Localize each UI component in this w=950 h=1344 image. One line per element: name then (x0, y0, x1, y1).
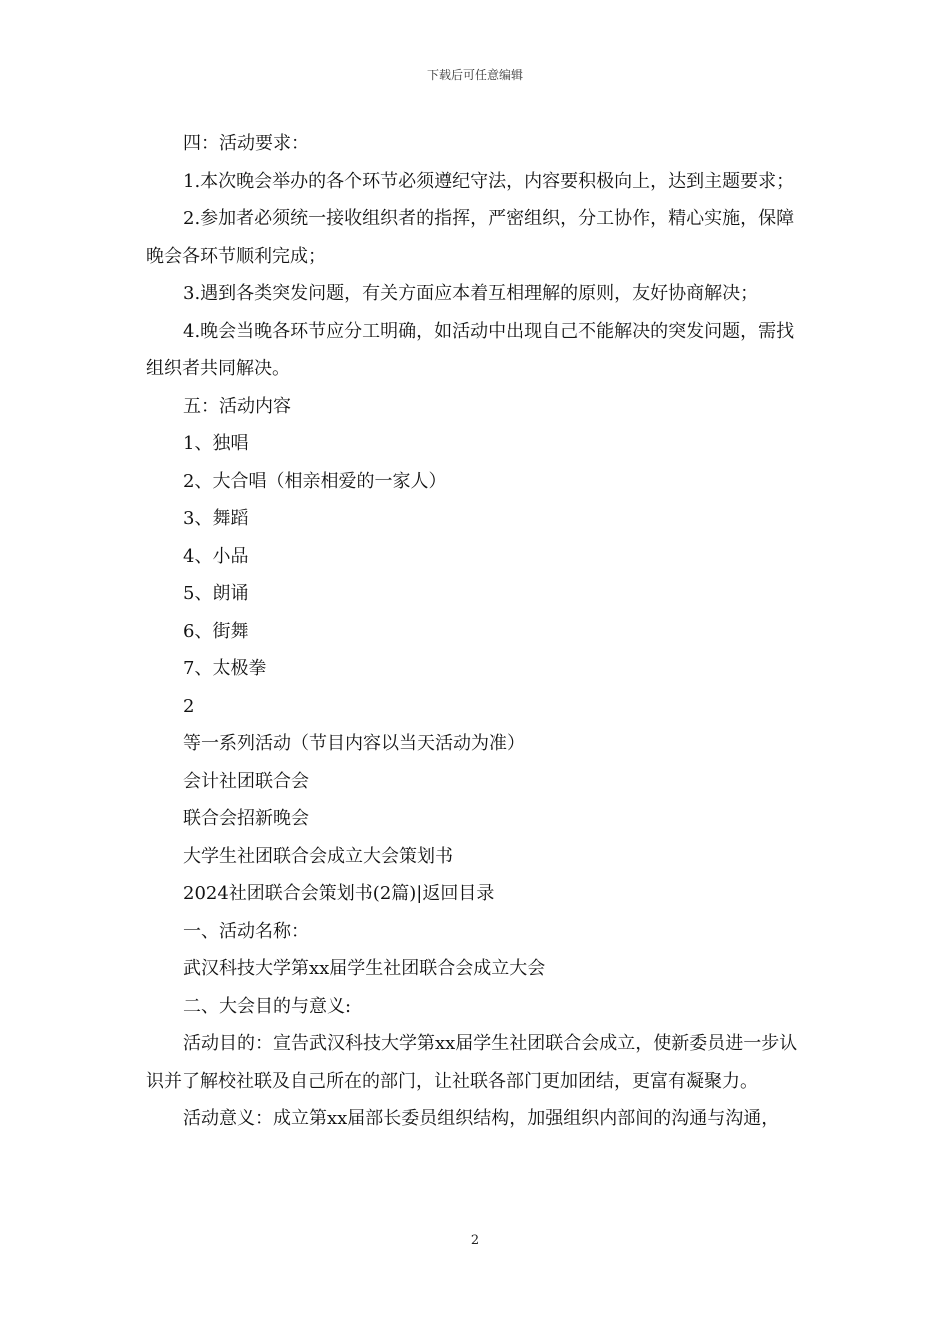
program-list-item: 2、大合唱（相亲相爱的一家人） (183, 470, 447, 492)
text-line: 联合会招新晚会 (183, 808, 309, 829)
requirement-paragraph: 3.遇到各类突发问题，有关方面应本着互相理解的原则，友好协商解决； (183, 283, 759, 304)
program-list-item: 5、朗诵 (183, 583, 249, 604)
section-heading-purpose: 二、大会目的与意义: (183, 995, 352, 1017)
activity-name: 武汉科技大学第xx届学生社团联合会成立大会 (183, 958, 546, 979)
section-heading-name: 一、活动名称： (183, 920, 309, 942)
program-list-item: 3、舞蹈 (183, 508, 249, 529)
requirement-paragraph: 2.参加者必须统一接收组织者的指挥，严密组织，分工协作，精心实施，保障晚会各环节顺利完成； (146, 208, 795, 267)
text-line: 等一系列活动（节目内容以当天活动为准） (183, 733, 525, 754)
header-note: 下载后可任意编辑 (426, 68, 523, 82)
program-list-item: 6、街舞 (183, 620, 249, 642)
text-line: 会计社团联合会 (183, 770, 309, 792)
purpose-paragraph: 活动目的：宣告武汉科技大学第xx届学生社团联合会成立，使新委员进一步认识并了解校社联及自己所在的部门，让社联各部门更加团结，更富有凝聚力。 (146, 1033, 798, 1092)
document-title: 大学生社团联合会成立大会策划书 (183, 845, 453, 867)
page-number: 2 (470, 1233, 480, 1248)
program-list-item: 1、独唱 (183, 433, 249, 454)
return-to-toc-line: 2024社团联合会策划书(2篇)|返回目录 (183, 883, 495, 904)
program-list-item: 7、太极拳 (183, 658, 267, 679)
inline-page-marker: 2 (183, 695, 195, 717)
program-list-item: 4、小品 (183, 545, 249, 567)
section-heading-requirements: 四：活动要求： (183, 133, 309, 154)
requirement-paragraph: 1.本次晚会举办的各个环节必须遵纪守法，内容要积极向上，达到主题要求； (183, 170, 795, 192)
section-heading-content: 五：活动内容 (183, 395, 291, 417)
document-body (146, 125, 810, 1138)
requirement-paragraph: 4.晚会当晚各环节应分工明确，如活动中出现自己不能解决的突发问题，需找组织者共同解决。 (146, 320, 795, 379)
significance-paragraph: 活动意义：成立第xx届部长委员组织结构，加强组织内部间的沟通与沟通， (183, 1108, 780, 1129)
